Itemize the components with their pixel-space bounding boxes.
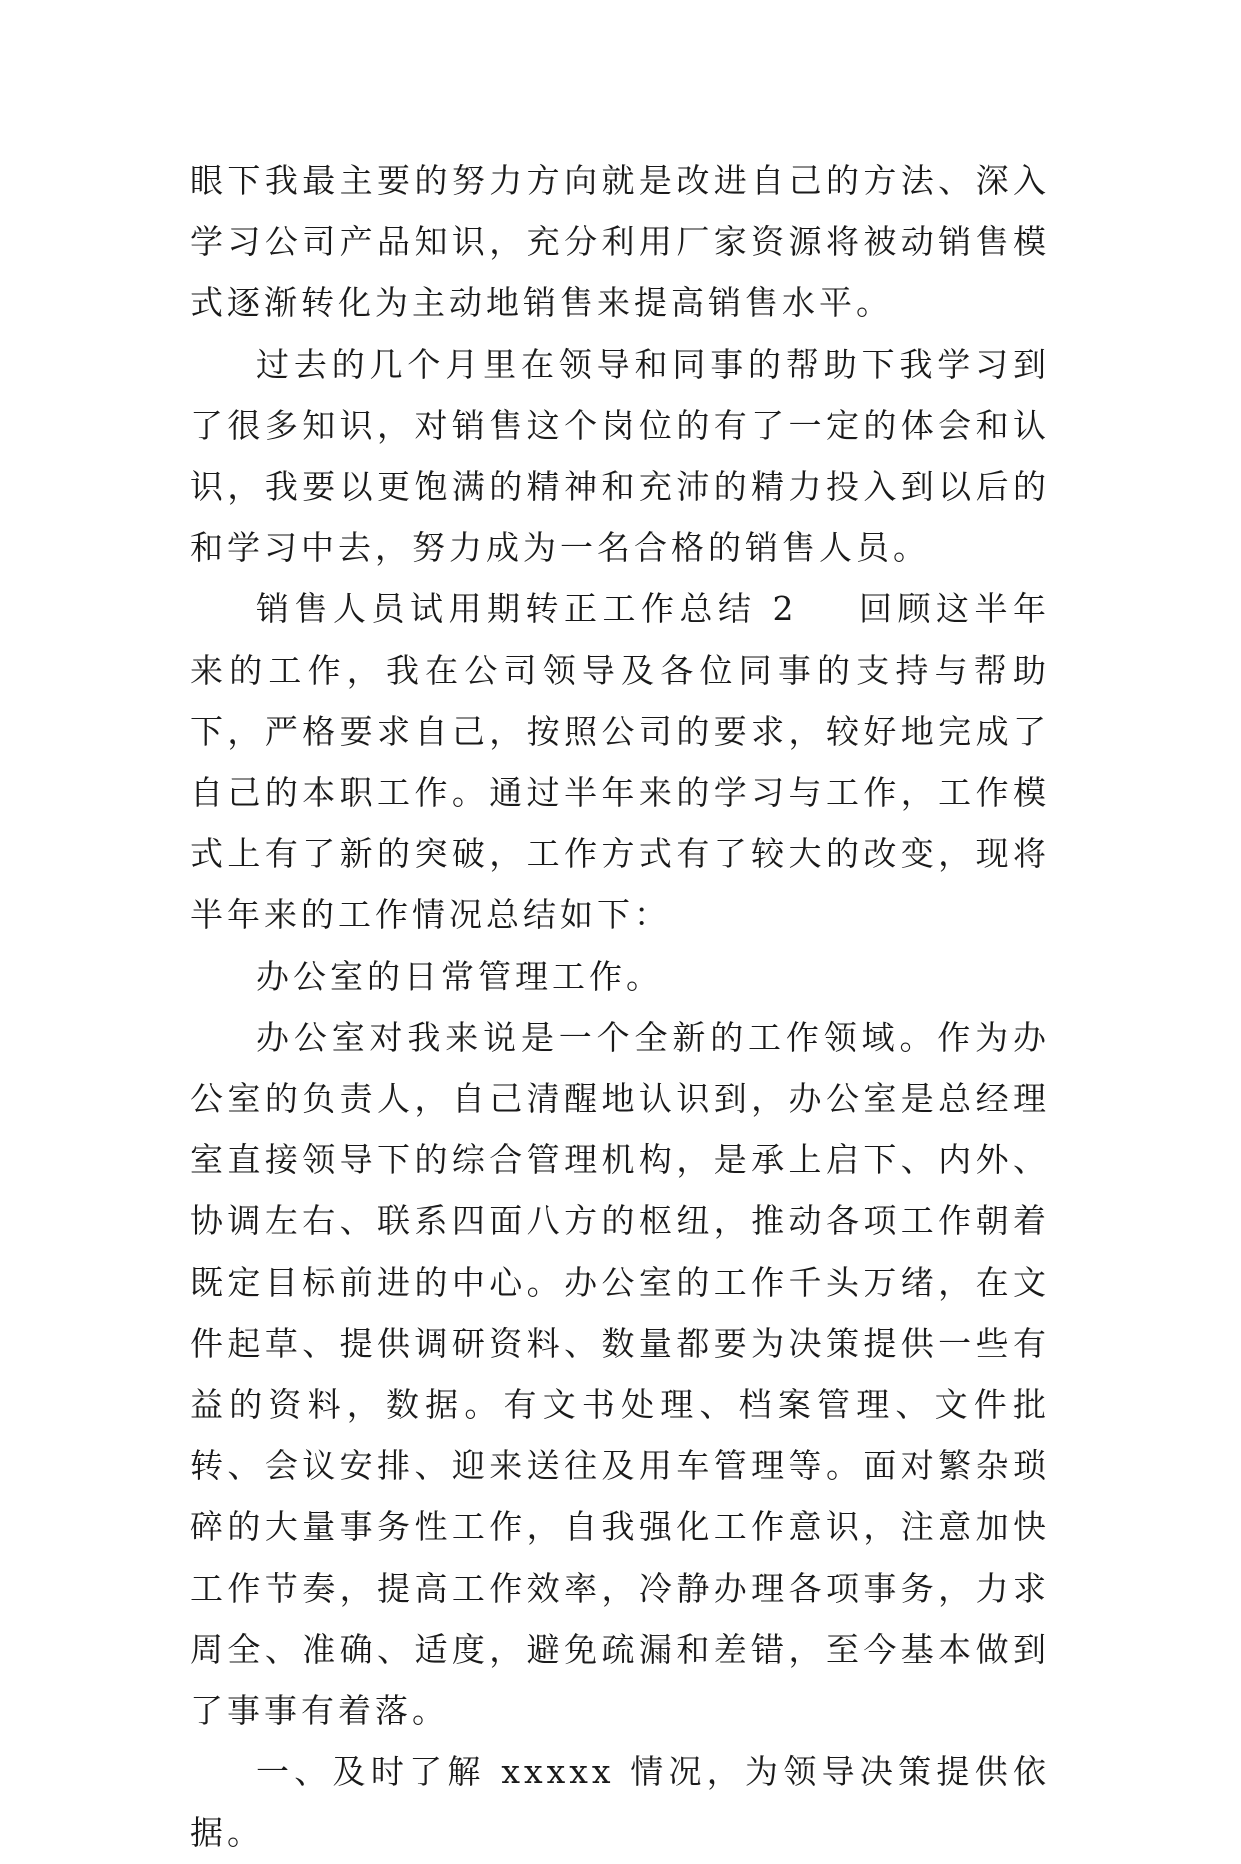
- paragraph-2: 过去的几个月里在领导和同事的帮助下我学习到了很多知识，对销售这个岗位的有了一定的体会和认识，我要以更饱满的精神和充沛的精力投入到以后的和学习中去，努力成为一名合格的销售人员。: [190, 344, 1050, 568]
- section-title: 销售人员试用期转正工作总结 2: [256, 589, 798, 629]
- section-paragraph: [190, 578, 1050, 945]
- document-body: [190, 150, 1050, 1864]
- body-paragraph: 办公室对我来说是一个全新的工作领域。作为办公室的负责人，自己清醒地认识到，办公室是总经理室直接领导下的综合管理机构，是承上启下、内外、协调左右、联系四面八方的枢纽，推动各项工作朝着既定目标前进的中心。办公室的工作千头万绪，在文件起草、提供调研资料、数量都要为决策提供一些有益的资料，数据。有文书处理、档案管理、文件批转、会议安排、迎来送往及用车管理等。面对繁杂琐碎的大量事务性工作，自我强化工作意识，注意加快工作节奏，提高工作效率，冷静办理各项事务，力求周全、准确、适度，避免疏漏和差错，至今基本做到了事事有着落。: [190, 1017, 1050, 1731]
- section-intro: 回顾这半年来的工作，我在公司领导及各位同事的支持与帮助下，严格要求自己，按照公司的要求，较好地完成了自己的本职工作。通过半年来的学习与工作，工作模式上有了新的突破，工作方式有了较大的改变，现将半年来的工作情况总结如下：: [190, 589, 1050, 935]
- paragraph-1: 眼下我最主要的努力方向就是改进自己的方法、深入学习公司产品知识，充分利用厂家资源将被动销售模式逐渐转化为主动地销售来提高销售水平。: [190, 161, 1050, 323]
- subheading: 办公室的日常管理工作。: [256, 956, 663, 996]
- list-item-1: 一、及时了解 xxxxx 情况，为领导决策提供依据。: [190, 1752, 1050, 1853]
